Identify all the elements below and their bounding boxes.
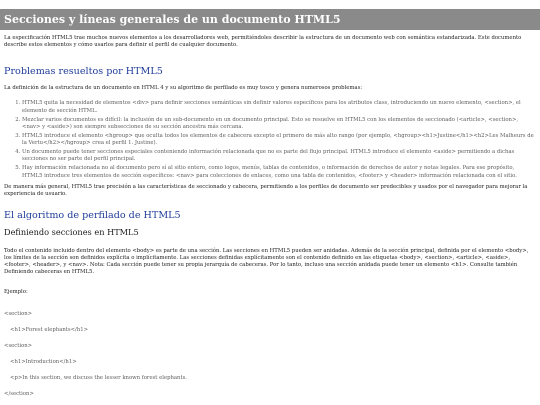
algorithm-heading: El algoritmo de perfilado de HTML5 — [4, 210, 181, 222]
problems-heading: Problemas resueltos por HTML5 — [4, 66, 163, 78]
document-body — [4, 34, 536, 399]
problems-lead: La definición de la estructura de un documento en HTML 4 y su algoritmo de perfilado es muy tosco y genera numerosos problemas: — [4, 85, 363, 92]
example-label: Ejemplo: — [4, 288, 28, 295]
code-line: <section> — [4, 343, 33, 350]
intro-paragraph: La especificación HTML5 trae muchos nuevos elementos a los desarrolladores web, permitiéndoles describir la estructura de un documento web con semántica estandarizada. Este documento describe estos elementos y cómo usarlos para definir el perfil de cualquier documento. — [4, 35, 522, 49]
title-banner — [0, 9, 540, 30]
list-item: 5. Hay información relacionada no al documento pero sí al sitio entero, como logos, menús, tablas de contenidos, o información de derechos de autor y notas legales. Para ese propósito, HTML5 introduce tres elementos de sección específicos: <nav> para colecciones de enlaces, como una tabla de contenidos, <footer> y <header> información relacionada con el sitio. — [22, 165, 536, 179]
problems-list — [4, 100, 536, 179]
code-line: <h1>Introduction</h1> — [10, 359, 77, 366]
code-line: <section> — [4, 310, 33, 317]
page-title: Secciones y líneas generales de un documento HTML5 — [4, 13, 341, 26]
list-item: 3. HTML5 introduce el elemento <hgroup> que oculta todos los elementos de cabecera excepto el primero de más alto rango (por ejemplo, <hgroup><h1>Justine</h1><h2>Les Malheurs de la Vertu</h2></hgroup> crea el perfil 1. Justine). — [22, 133, 536, 147]
problems-conclusion: De manera más general, HTML5 trae precisión a las características de seccionado y cabecera, permitiendo a los perfiles de documento ser predecibles y usados por el navegador para mejorar la experiencia de usuario. — [4, 183, 528, 197]
code-line: </section> — [4, 391, 34, 398]
list-item: 4. Un documento puede tener secciones especiales conteniendo información relacionada que no es parte del flujo principal. HTML5 introduce el elemento <aside> permitiendo a dichas secciones no ser parte del perfil principal. — [22, 149, 536, 163]
list-item: 1. HTML5 quita la necesidad de elementos <div> para definir secciones semánticas sin definir valores específicos para los atributos class, introduciendo un nuevo elemento, <section>, el elemento de sección HTML. — [22, 100, 536, 114]
code-line: <p>In this section, we discuss the lesser known forest elephants. — [10, 375, 187, 382]
algorithm-subheading: Definiendo secciones en HTML5 — [4, 226, 139, 237]
algorithm-body: Todo el contenido incluido dentro del elemento <body> es parte de una sección. Las secciones en HTML5 pueden ser anidadas. Además de la sección principal, definida por el elemento <body>, los límites de la sección son definidos explícita o implícitamente. Las secciones definidas explícitamente son el contenido definido en las etiquetas <body>, <section>, <article>, <aside>, <footer>, <header>, y <nav>. Nota: Cada sección puede tener su propia jerarquía de cabeceras. Por lo tanto, incluso una sección anidada puede tener un elemento <h1>. Consulte también Definiendo cabeceras en HTML5. — [4, 248, 529, 276]
list-item: 2. Mezclar varios documentos es difícil: la inclusión de un sub-documento en un documento principal. Esto se resuelve en HTML5 con los elementos de seccionado (<article>, <section>, <nav> y <aside>) son siempre subsecciones de su sección ancestra más cercana. — [22, 117, 536, 131]
code-line: <h1>Forest elephants</h1> — [10, 326, 89, 333]
